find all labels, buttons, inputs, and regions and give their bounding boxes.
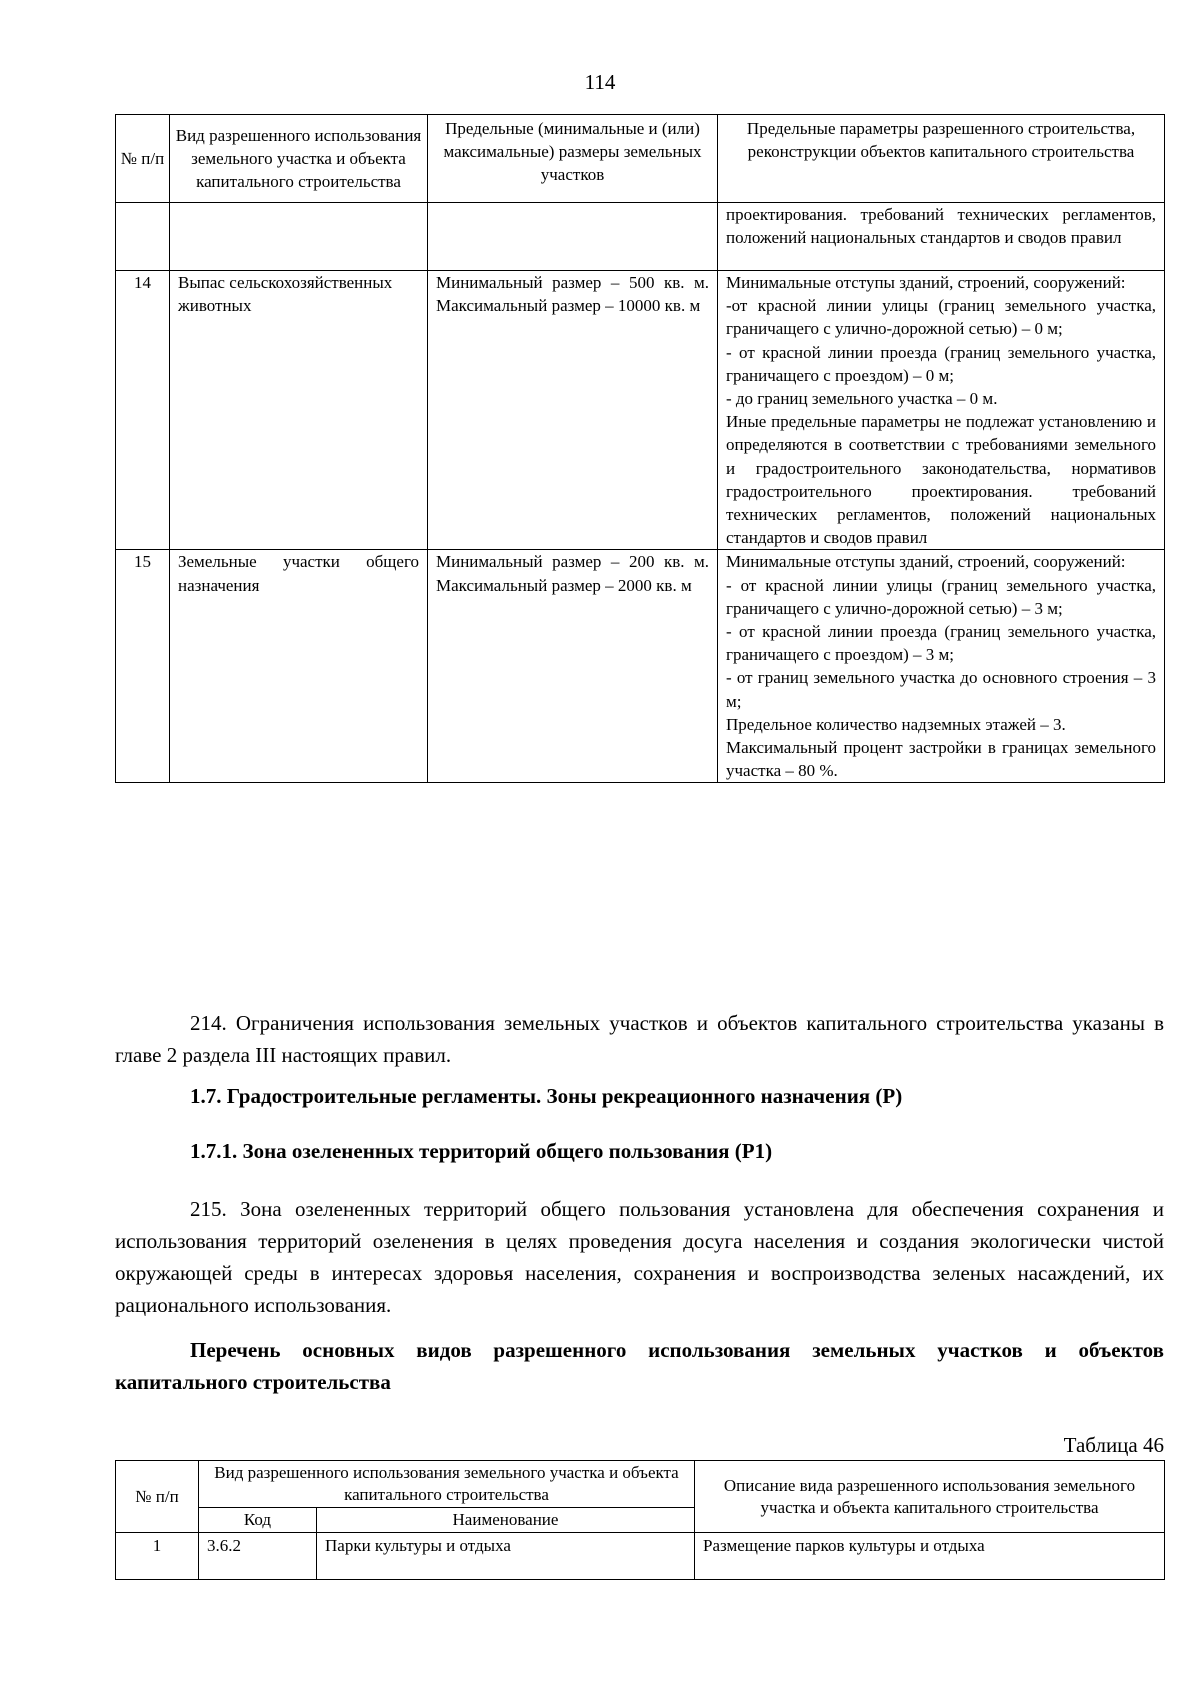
header-name: Наименование (317, 1508, 695, 1533)
cell-use-type: Выпас сельскохозяйственных животных (170, 271, 428, 550)
header-sizes: Предельные (минимальные и (или) максимальные) размеры земельных участков (428, 115, 718, 203)
cell-name: Парки культуры и отдыха (317, 1533, 695, 1580)
paragraph-214: 214. Ограничения использования земельных участков и объектов капитального строительства указаны в главе 2 раздела III настоящих правил. (115, 1011, 1164, 1067)
land-use-parameters-table (115, 114, 1165, 783)
table-row (116, 1533, 1165, 1580)
header-params: Предельные параметры разрешенного строительства, реконструкции объектов капитального строительства (718, 115, 1165, 203)
cell-continuation-text: проектирования. требований технических регламентов, положений национальных стандартов и сводов правил (718, 203, 1165, 271)
cell-row-number: 15 (116, 550, 170, 783)
header-use-type-group: Вид разрешенного использования земельного участка и объекта капитального строительства (199, 1461, 695, 1508)
cell-empty (428, 203, 718, 271)
table-header-row (116, 1461, 1165, 1508)
table-row (116, 271, 1165, 550)
permitted-uses-table (115, 1460, 1165, 1580)
cell-build-params: Минимальные отступы зданий, строений, сооружений: -от красной линии улицы (границ земельного участка, граничащего с улично-дорожной сетью) – 0 м; - от красной линии проезда (границ земельного участка, граничащего с проездом) – 0 м; - до границ земельного участка – 0 м. Иные предельные параметры не подлежат установлению и определяются в соответствии с требованиями земельного и градостроительного законодательства, нормативов градостроительного проектирования. требований технических регламентов, положений национальных стандартов и сводов правил (718, 271, 1165, 550)
table-caption: Таблица 46 (1063, 1433, 1164, 1457)
cell-code: 3.6.2 (199, 1533, 317, 1580)
header-description: Описание вида разрешенного использования земельного участка и объекта капитального строительства (695, 1461, 1165, 1533)
header-type: Вид разрешенного использования земельного участка и объекта капитального строительства (170, 115, 428, 203)
cell-row-number: 1 (116, 1533, 199, 1580)
header-num: № п/п (116, 1461, 199, 1533)
page-number: 114 (584, 70, 616, 94)
cell-empty (170, 203, 428, 271)
cell-plot-sizes: Минимальный размер – 200 кв. м. Максимальный размер – 2000 кв. м (428, 550, 718, 783)
table-row-continuation (116, 203, 1165, 271)
paragraph-215: 215. Зона озелененных территорий общего пользования установлена для обеспечения сохранения и использования территорий озеленения в целях проведения досуга населения и создания экологически чистой окружающей среды в интересах здоровья населения, сохранения и воспроизводства зеленых насаждений, их рационального использования. (115, 1197, 1164, 1317)
cell-description: Размещение парков культуры и отдыха (695, 1533, 1165, 1580)
header-code: Код (199, 1508, 317, 1533)
cell-row-number: 14 (116, 271, 170, 550)
cell-plot-sizes: Минимальный размер – 500 кв. м. Максимальный размер – 10000 кв. м (428, 271, 718, 550)
heading-section-1-7: 1.7. Градостроительные регламенты. Зоны рекреационного назначения (Р) (190, 1084, 903, 1108)
list-heading: Перечень основных видов разрешенного использования земельных участков и объектов капитального строительства (115, 1338, 1164, 1394)
heading-section-1-7-1: 1.7.1. Зона озелененных территорий общего пользования (Р1) (190, 1139, 773, 1163)
table-header-row (116, 115, 1165, 203)
cell-build-params: Минимальные отступы зданий, строений, сооружений: - от красной линии улицы (границ земельного участка, граничащего с улично-дорожной сетью) – 3 м; - от красной линии проезда (границ земельного участка, граничащего с проездом) – 3 м; - от границ земельного участка до основного строения – 3 м; Предельное количество надземных этажей – 3. Максимальный процент застройки в границах земельного участка – 80 %. (718, 550, 1165, 783)
cell-use-type: Земельные участки общего назначения (170, 550, 428, 783)
table-row (116, 550, 1165, 783)
cell-empty (116, 203, 170, 271)
header-num: № п/п (116, 115, 170, 203)
